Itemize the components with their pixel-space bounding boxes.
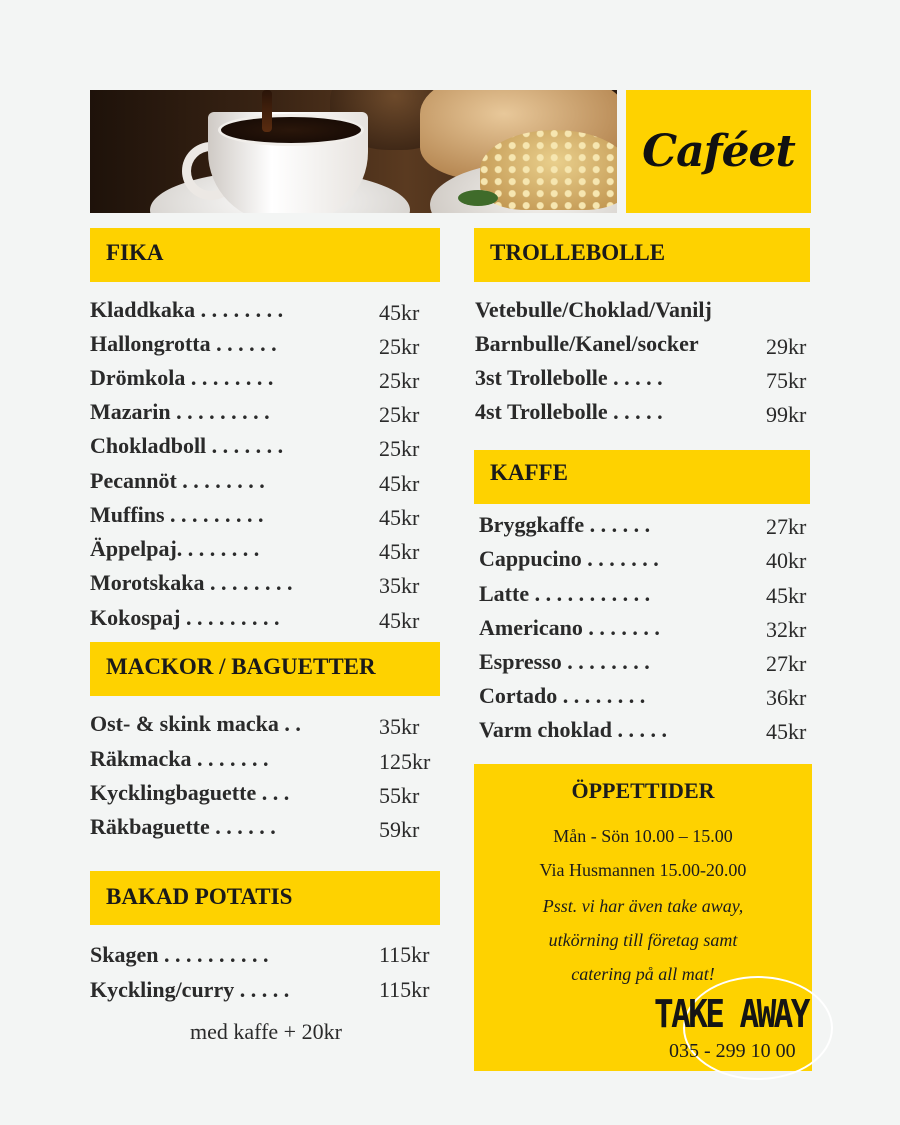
menu-price: 115kr (379, 942, 430, 967)
menu-price: 25kr (379, 402, 420, 427)
menu-price: 29kr (766, 334, 807, 359)
potatis-title: BAKAD POTATIS (106, 884, 293, 909)
menu-item: 3st Trollebolle . . . . . (475, 365, 663, 390)
coffee-surface (218, 114, 364, 146)
hours-line: Mån - Sön 10.00 – 15.00 (553, 826, 733, 846)
menu-item: Bryggkaffe . . . . . . (479, 512, 651, 537)
menu-item: Ost- & skink macka . . (90, 711, 301, 736)
takeaway-label: TAKE AWAY (654, 992, 808, 1036)
menu-price: 45kr (379, 300, 420, 325)
menu-price: 45kr (766, 719, 807, 744)
menu-item: Latte . . . . . . . . . . . (479, 581, 651, 606)
menu-item: Muffins . . . . . . . . . (90, 502, 264, 527)
fika-title: FIKA (106, 240, 164, 265)
menu-item: Räkbaguette . . . . . . (90, 814, 276, 839)
menu-item: Americano . . . . . . . (479, 615, 660, 640)
menu-price: 45kr (766, 583, 807, 608)
menu-price: 32kr (766, 617, 807, 642)
takeaway-note: Psst. vi har även take away, (542, 896, 744, 916)
menu-item: Drömkola . . . . . . . . (90, 365, 274, 390)
cafe-logo: Caféet (642, 126, 795, 177)
menu-item: Pecannöt . . . . . . . . (90, 468, 265, 493)
menu-price: 55kr (379, 783, 420, 808)
menu-item: Kycklingbaguette . . . (90, 780, 290, 805)
menu-item: Vetebulle/Choklad/Vanilj (475, 297, 712, 322)
menu-price: 35kr (379, 714, 420, 739)
menu-item: Hallongrotta . . . . . . (90, 331, 277, 356)
logo-box (626, 90, 811, 213)
menu-price: 125kr (379, 749, 431, 774)
phone-number[interactable]: 035 - 299 10 00 (669, 1040, 796, 1062)
menu-item: Äppelpaj. . . . . . . . (90, 536, 260, 561)
hours-line: Via Husmannen 15.00-20.00 (539, 860, 747, 880)
menu-price: 25kr (379, 436, 420, 461)
menu-item: Kyckling/curry . . . . . (90, 977, 290, 1002)
menu-price: 45kr (379, 505, 420, 530)
menu-price: 27kr (766, 514, 807, 539)
menu-item: Varm choklad . . . . . (479, 717, 668, 742)
menu-item: Mazarin . . . . . . . . . (90, 399, 270, 424)
sesame-bun (480, 130, 617, 210)
menu-price: 35kr (379, 573, 420, 598)
menu-item: Espresso . . . . . . . . (479, 649, 650, 674)
menu-price: 99kr (766, 402, 807, 427)
menu-price: 25kr (379, 334, 420, 359)
menu-item: Skagen . . . . . . . . . . (90, 942, 269, 967)
menu-price: 75kr (766, 368, 807, 393)
menu-item: Chokladboll . . . . . . . (90, 433, 284, 458)
menu-item: Cortado . . . . . . . . (479, 683, 646, 708)
takeaway-note: catering på all mat! (571, 964, 715, 984)
menu-item: 4st Trollebolle . . . . . (475, 399, 663, 424)
hours-title: ÖPPETTIDER (571, 778, 715, 803)
menu-item: Morotskaka . . . . . . . . (90, 570, 293, 595)
kaffe-title: KAFFE (490, 460, 568, 485)
menu-item: Kladdkaka . . . . . . . . (90, 297, 284, 322)
takeaway-note: utkörning till företag samt (548, 930, 738, 950)
menu-item: Barnbulle/Kanel/socker (475, 331, 699, 356)
menu-price: 45kr (379, 471, 420, 496)
menu-price: 45kr (379, 539, 420, 564)
coffee-pour (262, 90, 272, 132)
menu-item: Cappucino . . . . . . . (479, 546, 659, 571)
lettuce-leaf (458, 190, 498, 206)
menu-price: 115kr (379, 977, 430, 1002)
potatis-note: med kaffe + 20kr (190, 1019, 342, 1044)
menu-item: Kokospaj . . . . . . . . . (90, 605, 280, 630)
mackor-title: MACKOR / BAGUETTER (106, 654, 376, 679)
menu-price: 40kr (766, 548, 807, 573)
menu-price: 27kr (766, 651, 807, 676)
menu-price: 45kr (379, 608, 420, 633)
hero-coffee-photo (90, 90, 617, 213)
menu-price: 59kr (379, 817, 420, 842)
menu-item: Räkmacka . . . . . . . (90, 746, 269, 771)
menu-price: 25kr (379, 368, 420, 393)
menu-price: 36kr (766, 685, 807, 710)
trollebolle-title: TROLLEBOLLE (490, 240, 666, 265)
